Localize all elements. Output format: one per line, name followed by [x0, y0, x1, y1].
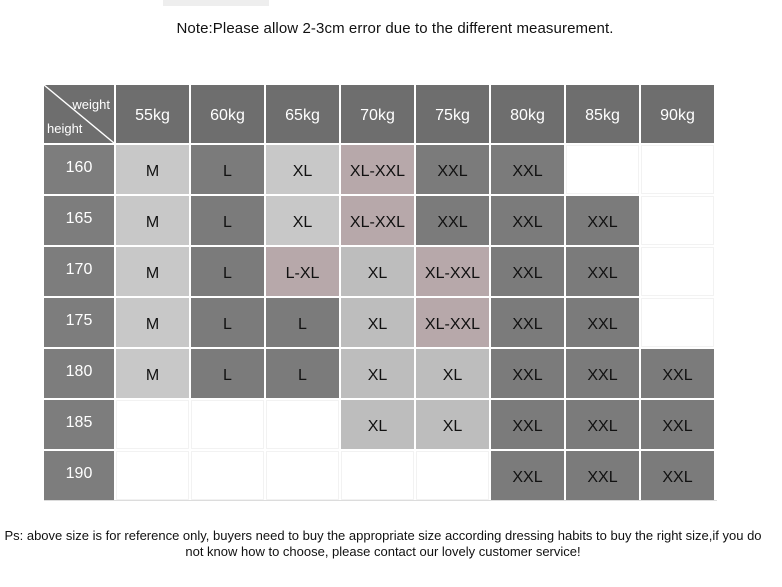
size-cell [191, 451, 264, 500]
size-cell: XXL [566, 349, 639, 398]
size-cell: M [116, 145, 189, 194]
size-cell: XXL [491, 145, 564, 194]
size-cell: XXL [566, 247, 639, 296]
top-decoration-bar [163, 0, 269, 6]
size-cell: XXL [641, 400, 714, 449]
size-cell [116, 451, 189, 500]
size-cell: XXL [491, 451, 564, 500]
size-cell: XL [416, 349, 489, 398]
size-cell [566, 145, 639, 194]
size-cell: L [266, 298, 339, 347]
size-cell: XL [341, 400, 414, 449]
size-cell [191, 400, 264, 449]
size-cell: XL-XXL [341, 196, 414, 245]
size-cell: XXL [641, 451, 714, 500]
weight-axis-label: weight [72, 97, 110, 112]
size-cell: M [116, 298, 189, 347]
size-cell [266, 451, 339, 500]
size-cell: XXL [491, 349, 564, 398]
measurement-note: Note:Please allow 2-3cm error due to the different measurement. [176, 20, 614, 37]
size-cell: XL [266, 145, 339, 194]
height-header: 165 [44, 196, 114, 245]
size-cell: XL [341, 247, 414, 296]
weight-header: 55kg [116, 85, 189, 143]
size-cell: XXL [641, 349, 714, 398]
size-cell: XXL [416, 145, 489, 194]
size-cell: L [191, 247, 264, 296]
table-bottom-rule [44, 500, 717, 501]
size-cell: XL [341, 349, 414, 398]
size-cell: L [266, 349, 339, 398]
size-cell [641, 145, 714, 194]
size-cell: M [116, 247, 189, 296]
size-cell: XXL [491, 400, 564, 449]
weight-header: 85kg [566, 85, 639, 143]
height-header: 185 [44, 400, 114, 449]
size-cell [641, 196, 714, 245]
height-header: 180 [44, 349, 114, 398]
size-cell: XXL [566, 451, 639, 500]
size-cell: XL [416, 400, 489, 449]
weight-header: 70kg [341, 85, 414, 143]
size-chart-table [44, 85, 714, 500]
weight-header: 65kg [266, 85, 339, 143]
size-cell: XL-XXL [416, 298, 489, 347]
size-cell: XXL [491, 298, 564, 347]
size-cell: M [116, 349, 189, 398]
reference-disclaimer: Ps: above size is for reference only, buyers need to buy the appropriate size according dressing habits to buy the right size,if you do not know how to choose, please contact our lovely customer service! [4, 528, 762, 559]
size-cell: XXL [566, 196, 639, 245]
size-cell [641, 247, 714, 296]
weight-header: 90kg [641, 85, 714, 143]
weight-header: 80kg [491, 85, 564, 143]
size-cell [266, 400, 339, 449]
size-cell: XL-XXL [416, 247, 489, 296]
size-cell: XXL [566, 400, 639, 449]
size-cell [116, 400, 189, 449]
size-cell: XXL [566, 298, 639, 347]
size-cell: L [191, 298, 264, 347]
size-cell: XXL [491, 247, 564, 296]
size-cell [416, 451, 489, 500]
weight-header: 60kg [191, 85, 264, 143]
height-header: 175 [44, 298, 114, 347]
corner-header [44, 85, 114, 143]
height-header: 160 [44, 145, 114, 194]
size-cell: L [191, 145, 264, 194]
height-header: 170 [44, 247, 114, 296]
weight-header: 75kg [416, 85, 489, 143]
size-cell: XL [341, 298, 414, 347]
size-cell: M [116, 196, 189, 245]
size-cell: XXL [416, 196, 489, 245]
size-cell: L-XL [266, 247, 339, 296]
size-cell: L [191, 349, 264, 398]
size-cell: XL [266, 196, 339, 245]
size-cell: XXL [491, 196, 564, 245]
size-cell: XL-XXL [341, 145, 414, 194]
size-cell [641, 298, 714, 347]
size-cell: L [191, 196, 264, 245]
height-header: 190 [44, 451, 114, 500]
height-axis-label: height [47, 121, 83, 136]
size-cell [341, 451, 414, 500]
